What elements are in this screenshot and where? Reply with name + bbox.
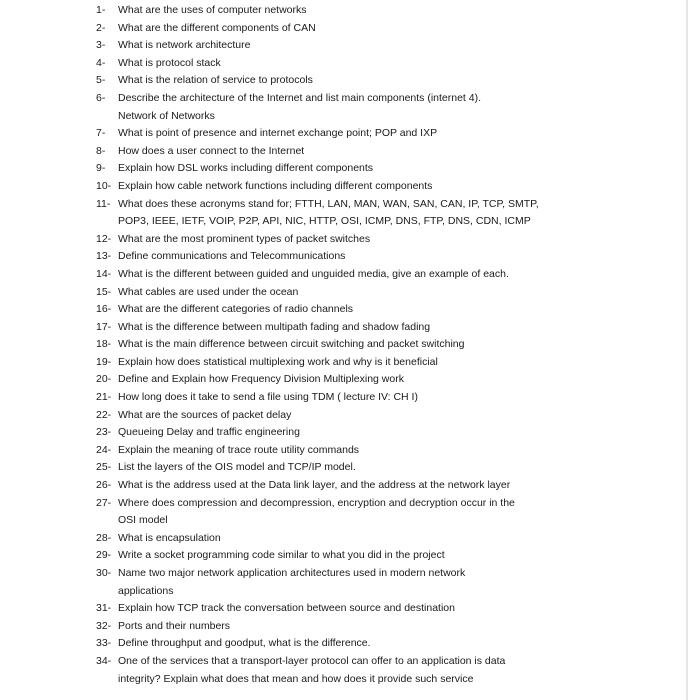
question-text: What is the address used at the Data link layer, and the address at the network layer	[118, 479, 511, 492]
question-item	[96, 196, 596, 231]
question-text: What are the uses of computer networks	[118, 4, 307, 16]
question-item	[96, 266, 596, 284]
question-number: 8-	[96, 144, 106, 157]
question-item	[96, 319, 596, 337]
question-text-continued: integrity? Explain what does that mean and how does it provide such service	[118, 672, 474, 685]
question-number: 33-	[96, 637, 112, 650]
question-number: 12-	[96, 232, 112, 245]
question-text: How does a user connect to the Internet	[118, 144, 305, 157]
question-text: What is point of presence and internet exchange point; POP and IXP	[118, 127, 438, 140]
question-text: What is protocol stack	[118, 56, 221, 69]
question-item	[96, 160, 596, 178]
question-number: 34-	[96, 654, 112, 667]
question-list	[96, 2, 596, 688]
question-item	[96, 248, 596, 266]
question-item	[96, 336, 596, 354]
question-item	[96, 125, 596, 143]
question-number: 18-	[96, 338, 112, 351]
question-text: List the layers of the OIS model and TCP/IP model.	[118, 461, 356, 474]
question-number: 28-	[96, 531, 112, 544]
question-item	[96, 477, 596, 495]
question-number: 26-	[96, 479, 112, 492]
question-text: What cables are used under the ocean	[118, 285, 299, 298]
question-number: 27-	[96, 496, 112, 509]
question-text: Explain how TCP track the conversation between source and destination	[118, 602, 455, 615]
question-item	[96, 72, 596, 90]
question-text: Name two major network application architectures used in modern network	[118, 567, 466, 579]
question-text: Explain the meaning of trace route utility commands	[118, 443, 360, 456]
question-text: What is the different between guided and unguided media, give an example of each.	[118, 267, 509, 280]
question-text: Queueing Delay and traffic engineering	[118, 426, 300, 439]
question-number: 3-	[96, 39, 106, 52]
question-number: 5-	[96, 74, 106, 87]
question-number: 13-	[96, 250, 112, 263]
question-item	[96, 547, 596, 565]
question-number: 17-	[96, 320, 112, 333]
question-number: 14-	[96, 267, 112, 280]
question-text: What are the sources of packet delay	[118, 408, 292, 421]
question-item	[96, 301, 596, 319]
question-text: What are the most prominent types of packet switches	[118, 232, 371, 245]
question-text-continued: OSI model	[118, 514, 168, 527]
question-item	[96, 284, 596, 302]
question-text: What is the difference between multipath fading and shadow fading	[118, 320, 431, 333]
question-number: 4-	[96, 56, 106, 69]
question-text: Explain how DSL works including different components	[118, 162, 374, 175]
question-number: 23-	[96, 426, 112, 439]
question-text: One of the services that a transport-layer protocol can offer to an application is data	[118, 654, 506, 667]
question-text: Ports and their numbers	[118, 619, 231, 632]
question-text: Describe the architecture of the Internet and list main components (internet 4).	[118, 91, 482, 104]
question-text: How long does it take to send a file using TDM ( lecture IV: CH I)	[118, 391, 418, 404]
question-item	[96, 178, 596, 196]
question-number: 31-	[96, 602, 112, 615]
question-number: 6-	[96, 91, 106, 104]
question-item	[96, 424, 596, 442]
question-number: 1-	[96, 4, 106, 16]
question-item	[96, 618, 596, 636]
question-number: 10-	[96, 179, 112, 192]
question-number: 22-	[96, 408, 112, 421]
question-item	[96, 600, 596, 618]
question-number: 16-	[96, 303, 112, 316]
question-text-continued: applications	[118, 584, 174, 597]
question-item	[96, 530, 596, 548]
question-item	[96, 442, 596, 460]
question-text: What is encapsulation	[118, 531, 221, 544]
question-item	[96, 635, 596, 653]
question-item	[96, 459, 596, 477]
question-number: 9-	[96, 162, 106, 175]
question-number: 7-	[96, 127, 106, 140]
question-item	[96, 231, 596, 249]
question-number: 25-	[96, 461, 112, 474]
question-number: 15-	[96, 285, 112, 298]
question-item	[96, 407, 596, 425]
question-number: 20-	[96, 373, 112, 386]
question-number: 24-	[96, 443, 112, 456]
question-text: Write a socket programming code similar to what you did in the project	[118, 549, 445, 562]
question-text: Define throughput and goodput, what is the difference.	[118, 637, 371, 650]
question-number: 32-	[96, 619, 112, 632]
question-item	[96, 55, 596, 73]
question-item	[96, 653, 596, 688]
question-item	[96, 90, 596, 125]
question-item	[96, 2, 596, 20]
question-item	[96, 371, 596, 389]
question-number: 30-	[96, 567, 112, 579]
question-text: What is the main difference between circuit switching and packet switching	[118, 338, 465, 351]
question-item	[96, 354, 596, 372]
question-text: What is network architecture	[118, 39, 251, 52]
question-text: Define and Explain how Frequency Division Multiplexing work	[118, 373, 404, 386]
question-number: 2-	[96, 21, 106, 34]
question-item	[96, 495, 596, 530]
question-number: 21-	[96, 391, 112, 404]
question-text: Define communications and Telecommunications	[118, 250, 346, 263]
question-text: What does these acronyms stand for; FTTH, LAN, MAN, WAN, SAN, CAN, IP, TCP, SMTP,	[118, 197, 539, 210]
question-text: What is the relation of service to protocols	[118, 74, 313, 87]
question-text: Explain how does statistical multiplexing work and why is it beneficial	[118, 355, 438, 368]
question-number: 29-	[96, 549, 112, 562]
question-text: What are the different categories of radio channels	[118, 303, 354, 316]
question-text: Explain how cable network functions including different components	[118, 179, 433, 192]
question-text: What are the different components of CAN	[118, 21, 316, 34]
question-item	[96, 20, 596, 38]
question-number: 19-	[96, 355, 112, 368]
question-item	[96, 565, 596, 600]
question-number: 11-	[96, 197, 111, 210]
question-text-continued: Network of Networks	[118, 109, 215, 122]
question-item	[96, 37, 596, 55]
question-item	[96, 389, 596, 407]
question-text: Where does compression and decompression, encryption and decryption occur in the	[118, 496, 515, 509]
question-text-continued: POP3, IEEE, IETF, VOIP, P2P, API, NIC, HTTP, OSI, ICMP, DNS, FTP, DNS, CDN, ICMP	[118, 215, 531, 228]
question-item	[96, 143, 596, 161]
